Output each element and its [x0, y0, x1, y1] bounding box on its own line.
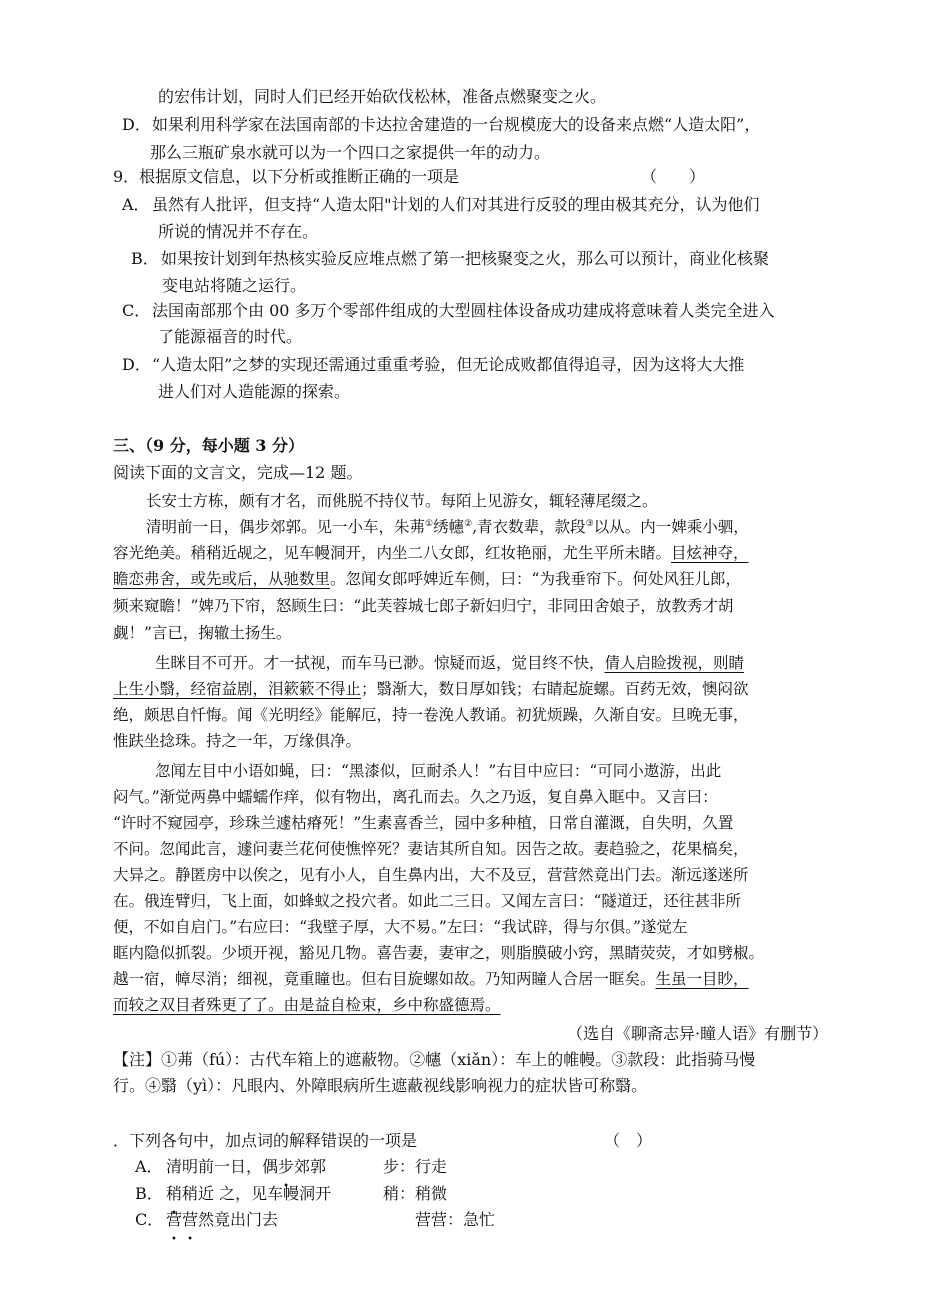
underlined-sentence: 而较之双目者殊更了了。由是益自检束，乡中称盛德焉。: [113, 996, 501, 1014]
q9-option-a-line1: 虽然有人批评，但支持“人造太阳"计划的人们对其进行反驳的理由极其充分，认为他们: [152, 195, 760, 214]
q9-option-b-line2: 变电站将随之运行。: [162, 276, 307, 295]
passage-line: 大异之。静匿房中以俟之，见有小人，自生鼻内出，大不及豆，营营然竟出门去。渐远遂迷所: [113, 866, 749, 884]
passage-source: （选自《聊斋志异·瞳人语》有删节）: [567, 1024, 829, 1043]
q9-option-b-line1: 如果按计划到年热核实验反应堆点燃了第一把核聚变之火，那么可以预计，商业化核聚: [161, 249, 770, 268]
q9-option-c-label: C．: [122, 301, 151, 320]
q9-option-d-line2: 进人们对人造能源的探索。: [158, 382, 351, 401]
q10-option-b-label: B．: [135, 1184, 163, 1203]
q8-option-d-label: D．: [122, 115, 151, 134]
q10-option-b-text: 稍稍近 之，见车幔洞开: [166, 1184, 332, 1203]
q9-stem: 9．根据原文信息，以下分析或推断正确的一项是: [113, 167, 460, 186]
passage-line: 眶内隐似抓裂。少顷开视，豁见几物。喜告妻，妻审之，则脂膜破小窍，黑睛荧荧，才如劈椒。: [113, 944, 765, 962]
passage-line: 绝，颇思自忏悔。闻《光明经》能解厄，持一卷浼人教诵。初犹烦躁，久渐自安。旦晚无事，: [113, 706, 749, 724]
q9-answer-paren: （ ）: [641, 167, 706, 186]
dotted-word: 营: [166, 1210, 183, 1229]
q9-option-a-line2: 所说的情况并不存在。: [158, 222, 319, 241]
q9-option-d-label: D．: [122, 355, 151, 374]
passage-line: 频来窥瞻！”婢乃下帘，怒顾生曰：“此芙蓉城七郎子新妇归宁，非同田舍娘子，放教秀才胡: [113, 597, 734, 615]
section-instruction: 阅读下面的文言文，完成—12 题。: [113, 463, 363, 482]
q8-option-d-line2: 那么三瓶矿泉水就可以为一个四口之家提供一年的动力。: [150, 143, 551, 162]
notes-line1: 【注】①茀（fú）：古代车箱上的遮蔽物。②幰（xiǎn）：车上的帷幔。③款段：此指骑马慢: [113, 1050, 756, 1069]
passage-line: “许时不窥园亭，珍珠兰遽枯瘠死！”生素喜香兰，园中多种植，日常自灌溉，自失明，久置: [113, 814, 734, 832]
q8-option-d-line1: 如果利用科学家在法国南部的卡达拉舍建造的一台规模庞大的设备来点燃“人造太阳”，: [152, 115, 761, 134]
passage-line: 闷气。”渐觉两鼻中蠕蠕作痒，似有物出，离孔而去。久之乃返，复自鼻入眶中。又言曰：: [113, 788, 718, 806]
underlined-sentence: 上生小翳，经宿益剧，泪簌簌不得止: [113, 680, 362, 698]
passage-line: 不问。忽闻此言，遽问妻兰花何使憔悴死？妻诘其所自知。因告之故。妻趋验之，花果槁矣，: [113, 840, 749, 858]
footnote-ref: ①: [425, 518, 434, 529]
dotted-word: 步: [278, 1157, 295, 1176]
passage-line: [113, 992, 501, 1018]
q10-answer-paren: （ ）: [604, 1131, 653, 1150]
underlined-sentence: 瞻恋弗舍，或先或后，从驰数里: [113, 570, 331, 588]
passage-line: 越一宿，幛尽消；细视，竟重瞳也。但右目旋螺如故。乃知两瞳人合居一眶矣。生虽一目眇，: [113, 970, 749, 988]
q9-option-d-line1: “人造太阳”之梦的实现还需通过重重考验，但无论成败都值得追寻，因为这将大大推: [152, 355, 745, 374]
underlined-sentence: 倩人启睑拨视，则睛: [604, 654, 745, 672]
passage-line: 惟趺坐捻珠。持之一年，万缘俱净。: [113, 732, 362, 750]
passage-line: 清明前一日，偶步郊郭。见一小车，朱茀①绣幰②,青衣数辈，款段③以从。内一婢乘小驷，: [146, 518, 749, 536]
passage-line: 忽闻左目中小语如蝇，曰：“黑漆似，叵耐杀人！”右目中应曰：“可同小遨游，出此: [155, 762, 722, 780]
q10-option-a-text: 清明前一日，偶步郊郭: [166, 1157, 327, 1176]
dotted-word: 稍: [166, 1184, 183, 1203]
q9-option-b-label: B．: [131, 249, 159, 268]
q10-stem: ．下列各句中，加点词的解释错误的一项是: [113, 1131, 418, 1150]
passage-line: 便，不如自启门。”右应曰：“我壁子厚，大不易。”左曰：“我试辟，得与尔俱。”遂觉左: [113, 918, 688, 936]
section-heading: 三、（9 分，每小题 3 分）: [113, 436, 304, 455]
passage-line: 长安士方栋，颇有才名，而佻脱不持仪节。每陌上见游女，辄轻薄尾缀之。: [146, 492, 658, 510]
q9-option-a-label: A．: [122, 195, 150, 214]
passage-line: 上生小翳，经宿益剧，泪簌簌不得止；翳渐大，数日厚如钱；右睛起旋螺。百药无效，懊闷欲: [113, 680, 749, 698]
underlined-sentence: 生虽一目眇，: [655, 970, 749, 988]
q10-option-a-explanation: 步：行走: [383, 1157, 448, 1176]
passage-line: 在。俄连臂归，飞上面，如蜂蚁之投穴者。如此二三日。又闻左言曰：“隧道迂，还往甚非所: [113, 892, 741, 910]
q10-option-b-explanation: 稍：稍微: [383, 1184, 448, 1203]
dotted-word: 营: [182, 1210, 199, 1229]
passage-line: 容光绝美。稍稍近觇之，见车幔洞开，内坐二八女郎，红妆艳丽，尤生平所未睹。目炫神夺，: [113, 544, 749, 562]
q10-option-c-explanation: 营营：急忙: [415, 1210, 496, 1229]
q10-option-c-label: C．: [135, 1210, 164, 1229]
passage-line: 生眯目不可开。才一拭视，而车马已渺。惊疑而返，觉目终不快，倩人启睑拨视，则睛: [155, 654, 745, 672]
footnote-ref: ②: [464, 518, 473, 529]
passage-line: 瞻恋弗舍，或先或后，从驰数里。忽闻女郎呼婢近车侧，曰：“为我垂帘下。何处风狂儿郎，: [113, 570, 741, 588]
q9-option-c-line1: 法国南部那个由 00 多万个零部件组成的大型圆柱体设备成功建成将意味着人类完全进入: [152, 301, 775, 320]
q10-option-a-label: A．: [135, 1157, 163, 1176]
q8-option-c-continuation: 的宏伟计划，同时人们已经开始砍伐松林，准备点燃聚变之火。: [158, 87, 607, 106]
q9-option-c-line2: 了能源福音的时代。: [158, 327, 303, 346]
notes-line2: 行。④翳（yì）：凡眼内、外障眼病所生遮蔽视线影响视力的症状皆可称翳。: [113, 1076, 648, 1095]
passage-line: 觑！”言已，掬辙土扬生。: [113, 624, 292, 642]
footnote-ref: ③: [585, 518, 594, 529]
q10-option-c-text: 营营然竟出门去: [166, 1210, 279, 1229]
underlined-sentence: 目炫神夺，: [671, 544, 749, 562]
